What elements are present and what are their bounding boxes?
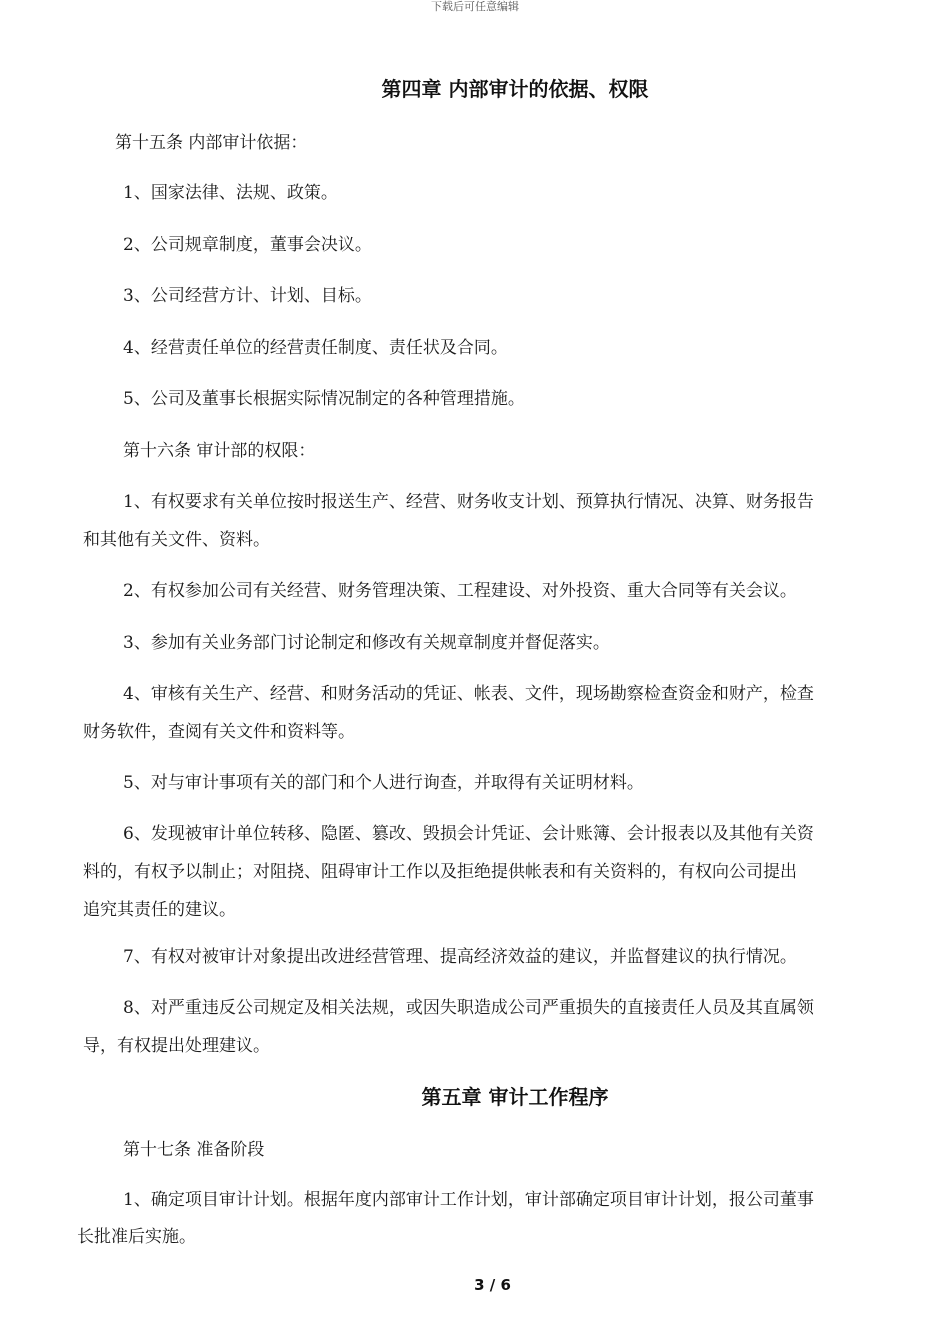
chapter-4-title: 第四章 内部审计的依据、权限 <box>381 77 649 101</box>
article-15-item-2: 2、公司规章制度，董事会决议。 <box>123 235 372 255</box>
page-number: 3 / 6 <box>474 1276 511 1294</box>
article-15-item-3: 3、公司经营方计、计划、目标。 <box>123 286 372 306</box>
article-15-item-4: 4、经营责任单位的经营责任制度、责任状及合同。 <box>123 338 508 358</box>
chapter-5-title: 第五章 审计工作程序 <box>421 1085 609 1109</box>
article-16-item-7: 7、有权对被审计对象提出改进经营管理、提高经济效益的建议，并监督建议的执行情况。 <box>123 947 797 967</box>
article-16-item-2: 2、有权参加公司有关经营、财务管理决策、工程建设、对外投资、重大合同等有关会议。 <box>123 581 797 601</box>
article-15-item-1: 1、国家法律、法规、政策。 <box>123 183 338 203</box>
article-16-item-8-line-1: 8、对严重违反公司规定及相关法规，或因失职造成公司严重损失的直接责任人员及其直属领 <box>123 998 814 1018</box>
article-16-item-6-line-3: 追究其责任的建议。 <box>83 900 236 920</box>
article-16-item-4-line-1: 4、审核有关生产、经营、和财务活动的凭证、帐表、文件，现场勘察检查资金和财产，检查 <box>123 684 814 704</box>
article-16-item-6-line-2: 料的，有权予以制止；对阻挠、阻碍审计工作以及拒绝提供帐表和有关资料的，有权向公司提出 <box>83 862 797 882</box>
article-16-item-6-line-1: 6、发现被审计单位转移、隐匿、篡改、毁损会计凭证、会计账簿、会计报表以及其他有关资 <box>123 824 814 844</box>
article-15-item-5: 5、公司及董事长根据实际情况制定的各种管理措施。 <box>123 389 525 409</box>
article-17-title: 第十七条 准备阶段 <box>123 1140 265 1160</box>
article-16-title: 第十六条 审计部的权限： <box>123 441 316 461</box>
article-16-item-4-line-2: 财务软件，查阅有关文件和资料等。 <box>83 722 355 742</box>
article-17-item-1-line-1: 1、确定项目审计计划。根据年度内部审计工作计划，审计部确定项目审计计划，报公司董事 <box>123 1190 814 1210</box>
article-16-item-3: 3、参加有关业务部门讨论制定和修改有关规章制度并督促落实。 <box>123 633 610 653</box>
article-16-item-1-line-2: 和其他有关文件、资料。 <box>83 530 270 550</box>
article-15-title: 第十五条 内部审计依据： <box>115 133 308 153</box>
article-16-item-5: 5、对与审计事项有关的部门和个人进行询查，并取得有关证明材料。 <box>123 773 644 793</box>
article-16-item-8-line-2: 导，有权提出处理建议。 <box>83 1036 270 1056</box>
article-17-item-1-line-2: 长批准后实施。 <box>77 1227 196 1247</box>
article-16-item-1-line-1: 1、有权要求有关单位按时报送生产、经营、财务收支计划、预算执行情况、决算、财务报告 <box>123 492 814 512</box>
header-note: 下载后可任意编辑 <box>431 0 519 13</box>
